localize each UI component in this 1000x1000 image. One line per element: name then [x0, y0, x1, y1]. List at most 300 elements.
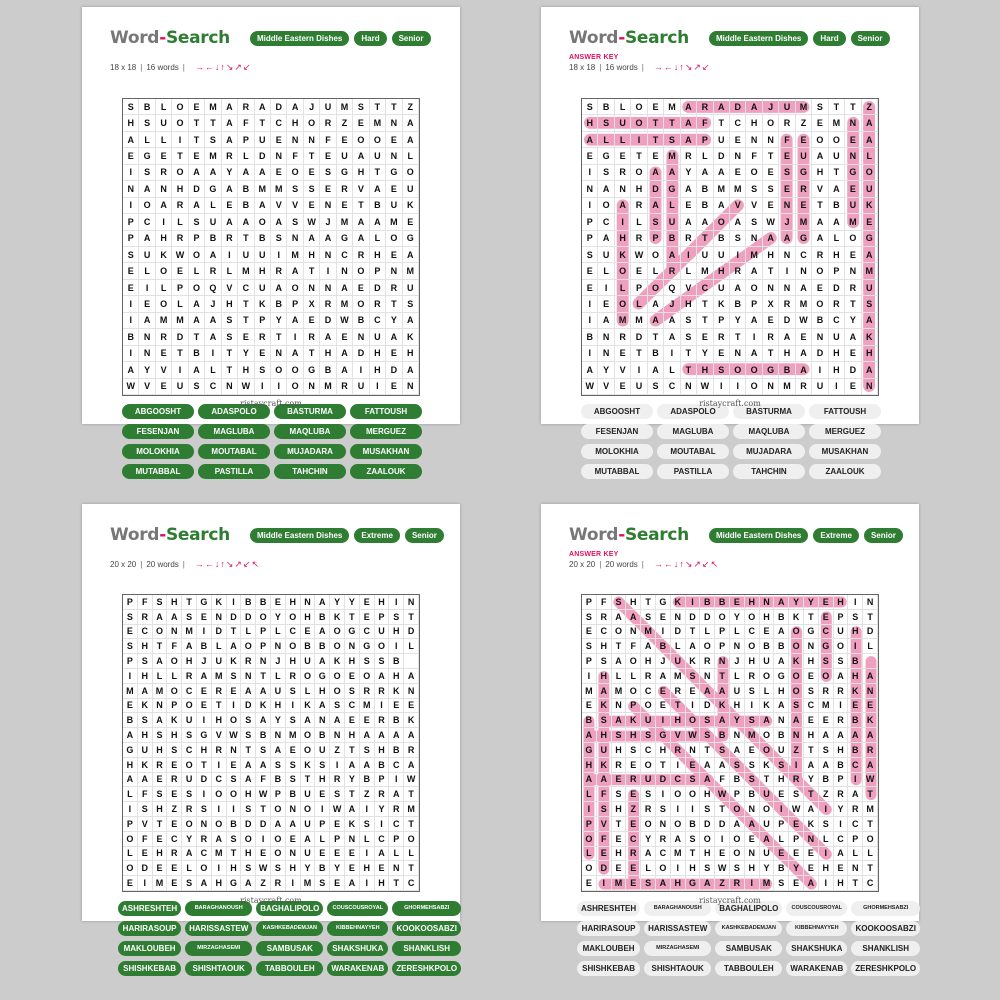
grid-cell: P — [256, 639, 271, 654]
word-chip: KASHKEBADEMJAN — [256, 921, 323, 936]
grid-cell: P — [330, 832, 345, 847]
grid-cell: I — [353, 362, 369, 378]
grid-cell: N — [389, 861, 404, 876]
grid-cell: Y — [804, 595, 819, 610]
grid-cell: L — [404, 847, 419, 862]
grid-cell: D — [671, 625, 686, 640]
grid-cell: O — [241, 832, 256, 847]
grid-cell: I — [746, 329, 762, 345]
grid-cell: M — [337, 214, 353, 230]
grid-cell: A — [700, 758, 715, 773]
grid-cell: H — [345, 728, 360, 743]
grid-cell: I — [671, 802, 686, 817]
grid-cell: L — [582, 787, 597, 802]
grid-cell: O — [189, 280, 205, 296]
grid-cell: E — [763, 313, 779, 329]
grid-cell: U — [337, 148, 353, 164]
grid-cell: K — [212, 595, 227, 610]
grid-cell: I — [582, 165, 598, 181]
grid-cell: Q — [664, 280, 680, 296]
grid-cell: T — [686, 625, 701, 640]
grid-cell: I — [138, 876, 153, 891]
grid-cell: M — [123, 684, 138, 699]
grid-cell: A — [153, 610, 168, 625]
grid-cell: I — [848, 773, 863, 788]
grid-cell: R — [641, 669, 656, 684]
grid-cell: I — [330, 758, 345, 773]
grid-cell: O — [746, 362, 762, 378]
grid-cell: U — [697, 247, 713, 263]
grid-cell: H — [138, 639, 153, 654]
grid-cell: B — [123, 329, 139, 345]
grid-cell: H — [238, 362, 254, 378]
grid-cell: S — [139, 165, 155, 181]
grid-cell: O — [700, 639, 715, 654]
grid-cell: O — [648, 280, 664, 296]
grid-cell: U — [271, 684, 286, 699]
grid-cell: P — [123, 654, 138, 669]
grid-cell: A — [612, 713, 627, 728]
grid-cell: M — [582, 684, 597, 699]
grid-cell: A — [337, 346, 353, 362]
grid-cell: T — [353, 198, 369, 214]
grid-cell: N — [626, 625, 641, 640]
grid-cell: U — [714, 280, 730, 296]
grid-cell: E — [255, 346, 271, 362]
grid-cell: M — [760, 876, 775, 891]
grid-cell: R — [615, 329, 631, 345]
grid-cell: B — [848, 713, 863, 728]
grid-cell: V — [271, 198, 287, 214]
grid-cell: E — [760, 625, 775, 640]
grid-cell: A — [153, 654, 168, 669]
word-chip: FESENJAN — [122, 424, 194, 439]
grid-cell: I — [656, 787, 671, 802]
grid-cell: Y — [760, 861, 775, 876]
grid-cell: H — [686, 861, 701, 876]
grid-cell: E — [848, 699, 863, 714]
grid-cell: O — [746, 379, 762, 395]
grid-cell: N — [271, 728, 286, 743]
grid-cell: F — [256, 773, 271, 788]
grid-cell: N — [286, 802, 301, 817]
grid-cell: U — [212, 654, 227, 669]
grid-cell: C — [848, 817, 863, 832]
grid-cell: M — [182, 625, 197, 640]
grid-cell: S — [804, 684, 819, 699]
grid-cell: K — [404, 713, 419, 728]
grid-cell: B — [697, 198, 713, 214]
grid-cell: O — [304, 115, 320, 131]
grid-cell: A — [123, 773, 138, 788]
grid-cell: O — [760, 743, 775, 758]
grid-cell: C — [671, 773, 686, 788]
grid-cell: Z — [256, 876, 271, 891]
grid-cell: F — [167, 639, 182, 654]
grid-cell: O — [715, 610, 730, 625]
grid-cell: E — [804, 713, 819, 728]
grid-cell: P — [774, 817, 789, 832]
grid-cell: B — [760, 639, 775, 654]
grid-cell: S — [789, 787, 804, 802]
grid-cell: N — [156, 181, 172, 197]
grid-cell: D — [700, 610, 715, 625]
grid-cell: A — [238, 165, 254, 181]
word-bank — [581, 404, 881, 479]
grid-cell: H — [763, 247, 779, 263]
grid-cell: E — [626, 876, 641, 891]
grid-cell: M — [370, 115, 386, 131]
grid-cell: E — [304, 165, 320, 181]
grid-cell: C — [337, 247, 353, 263]
word-bank — [577, 901, 917, 976]
grid-cell: V — [615, 362, 631, 378]
grid-cell: A — [256, 758, 271, 773]
grid-cell: E — [648, 148, 664, 164]
word-chip: SAMBUSAK — [256, 941, 323, 956]
grid-cell: W — [330, 802, 345, 817]
grid-cell: N — [386, 115, 402, 131]
word-chip: ABGOOSHT — [122, 404, 194, 419]
grid-cell: H — [779, 346, 795, 362]
grid-cell: S — [360, 743, 375, 758]
grid-cell: L — [123, 787, 138, 802]
grid-cell: G — [656, 728, 671, 743]
grid-cell: T — [197, 758, 212, 773]
grid-cell: S — [123, 639, 138, 654]
grid-cell: S — [745, 684, 760, 699]
grid-cell: E — [238, 329, 254, 345]
grid-cell: A — [714, 165, 730, 181]
grid-cell: S — [271, 861, 286, 876]
grid-cell: B — [664, 231, 680, 247]
grid-cell: A — [848, 728, 863, 743]
grid-cell: N — [746, 231, 762, 247]
grid-cell: I — [222, 247, 238, 263]
grid-cell: E — [582, 625, 597, 640]
grid-cell: R — [700, 654, 715, 669]
grid-cell: S — [715, 743, 730, 758]
grid-cell: J — [656, 654, 671, 669]
grid-cell: L — [167, 669, 182, 684]
grid-cell: B — [700, 595, 715, 610]
grid-cell: B — [774, 861, 789, 876]
grid-cell: K — [345, 817, 360, 832]
grid-cell: M — [404, 802, 419, 817]
grid-cell: O — [745, 639, 760, 654]
word-chip: MERGUEZ — [350, 424, 422, 439]
grid-cell: P — [730, 787, 745, 802]
grid-cell: I — [582, 346, 598, 362]
grid-cell: A — [330, 713, 345, 728]
grid-cell: A — [315, 625, 330, 640]
grid-cell: R — [375, 787, 390, 802]
grid-cell: T — [804, 743, 819, 758]
grid-cell: E — [626, 758, 641, 773]
grid-cell: A — [205, 313, 221, 329]
grid-cell: Y — [730, 713, 745, 728]
word-count: 20 words — [605, 560, 638, 569]
grid-cell: I — [819, 847, 834, 862]
grid-cell: S — [582, 639, 597, 654]
grid-cell: A — [205, 165, 221, 181]
grid-cell: A — [834, 669, 849, 684]
grid-cell: G — [796, 165, 812, 181]
grid-cell: L — [271, 669, 286, 684]
grid-cell: D — [730, 99, 746, 115]
grid-cell: A — [796, 280, 812, 296]
grid-cell: U — [353, 379, 369, 395]
grid-cell: E — [172, 263, 188, 279]
grid-cell: C — [139, 214, 155, 230]
grid-cell: A — [222, 132, 238, 148]
grid-cell: O — [301, 802, 316, 817]
word-chip: SHISHKEBAB — [577, 961, 640, 976]
grid-cell: M — [238, 263, 254, 279]
grid-cell: O — [156, 296, 172, 312]
grid-cell: S — [241, 728, 256, 743]
grid-cell: J — [197, 654, 212, 669]
grid-cell: O — [863, 832, 878, 847]
grid-cell: N — [715, 654, 730, 669]
grid-cell: K — [403, 329, 419, 345]
grid-cell: S — [227, 669, 242, 684]
grid-cell: T — [227, 847, 242, 862]
word-chip: KOOKOOSABZI — [851, 921, 920, 936]
grid-cell: S — [138, 654, 153, 669]
grid-cell: N — [320, 280, 336, 296]
grid-cell: B — [139, 99, 155, 115]
grid-cell: R — [197, 832, 212, 847]
grid-cell: A — [337, 362, 353, 378]
grid-cell: A — [403, 362, 419, 378]
grid-cell: P — [631, 280, 647, 296]
grid-cell: U — [238, 247, 254, 263]
grid-cell: I — [212, 758, 227, 773]
grid-cell: K — [330, 654, 345, 669]
grid-cell: M — [745, 728, 760, 743]
word-chip: ADASPOLO — [657, 404, 729, 419]
grid-cell: F — [597, 832, 612, 847]
word-chip: MUJADARA — [274, 444, 346, 459]
grid-cell: R — [167, 847, 182, 862]
grid-cell: L — [863, 639, 878, 654]
grid-cell: A — [222, 99, 238, 115]
grid-cell: U — [255, 247, 271, 263]
grid-cell: I — [172, 132, 188, 148]
grid-cell: O — [789, 625, 804, 640]
grid-cell: C — [796, 247, 812, 263]
grid-cell: K — [597, 699, 612, 714]
grid-info: 18 x 18 | 16 words | →←↓↑↘↗↙ — [569, 62, 711, 72]
grid-cell: I — [287, 329, 303, 345]
grid-cell: B — [389, 654, 404, 669]
grid-cell: H — [222, 296, 238, 312]
grid-cell: A — [681, 181, 697, 197]
grid-cell: L — [700, 625, 715, 640]
grid-size: 18 x 18 — [110, 63, 137, 72]
grid-cell: A — [241, 684, 256, 699]
grid-cell: N — [286, 847, 301, 862]
grid-cell: O — [626, 684, 641, 699]
grid-cell: A — [597, 773, 612, 788]
grid-cell: I — [123, 346, 139, 362]
grid-cell: L — [153, 669, 168, 684]
grid-cell: H — [389, 669, 404, 684]
grid-cell: H — [301, 610, 316, 625]
grid-cell: X — [763, 296, 779, 312]
grid-cell: N — [746, 132, 762, 148]
grid-cell: I — [834, 699, 849, 714]
grid-cell: S — [686, 832, 701, 847]
grid-cell: M — [845, 214, 861, 230]
grid-cell: I — [271, 379, 287, 395]
grid-cell: S — [779, 165, 795, 181]
grid-cell: P — [255, 313, 271, 329]
word-chip: SHISHKEBAB — [118, 961, 181, 976]
grid-cell: P — [582, 817, 597, 832]
grid-cell: K — [301, 699, 316, 714]
word-chip: MUTABBAL — [581, 464, 653, 479]
grid-cell: O — [862, 165, 878, 181]
grid-cell: C — [271, 115, 287, 131]
grid-cell: E — [615, 148, 631, 164]
grid-cell: S — [389, 610, 404, 625]
grid-cell: I — [686, 699, 701, 714]
grid-cell: Y — [182, 832, 197, 847]
grid-cell: S — [256, 743, 271, 758]
grid-cell: L — [172, 214, 188, 230]
word-chip: COUSCOUSROYAL — [327, 901, 388, 916]
grid-cell: O — [714, 214, 730, 230]
grid-cell: C — [804, 699, 819, 714]
grid-cell: T — [222, 346, 238, 362]
grid-cell: C — [375, 832, 390, 847]
grid-cell: H — [848, 669, 863, 684]
word-chip: GHORMEHSABZI — [392, 901, 461, 916]
grid-cell: S — [189, 379, 205, 395]
grid-cell: S — [763, 181, 779, 197]
grid-cell: B — [848, 743, 863, 758]
grid-cell: O — [172, 99, 188, 115]
grid-cell: A — [648, 198, 664, 214]
grid-cell: L — [582, 847, 597, 862]
grid-cell: U — [631, 379, 647, 395]
grid-cell: V — [730, 198, 746, 214]
grid-cell: H — [582, 115, 598, 131]
grid-cell: G — [598, 148, 614, 164]
grid-cell: P — [746, 296, 762, 312]
grid-cell: U — [714, 247, 730, 263]
grid-cell: E — [123, 699, 138, 714]
word-chip: ZAALOUK — [350, 464, 422, 479]
grid-cell: U — [156, 115, 172, 131]
grid-cell: H — [138, 669, 153, 684]
grid-cell: A — [863, 728, 878, 743]
grid-cell: E — [714, 346, 730, 362]
grid-cell: U — [205, 214, 221, 230]
grid-cell: A — [730, 280, 746, 296]
grid-cell: S — [123, 610, 138, 625]
grid-cell: A — [812, 214, 828, 230]
grid-cell: A — [760, 713, 775, 728]
grid-cell: Y — [330, 595, 345, 610]
grid-cell: R — [626, 773, 641, 788]
grid-size: 20 x 20 — [569, 560, 596, 569]
grid-cell: O — [631, 165, 647, 181]
grid-cell: C — [745, 625, 760, 640]
grid-cell: R — [271, 876, 286, 891]
grid-cell: H — [597, 669, 612, 684]
grid-cell: D — [715, 817, 730, 832]
grid-cell: G — [205, 181, 221, 197]
grid-cell: O — [172, 115, 188, 131]
grid-cell: B — [123, 713, 138, 728]
grid-cell: S — [700, 728, 715, 743]
grid-cell: M — [287, 247, 303, 263]
word-chip: MUSAKHAN — [350, 444, 422, 459]
grid-cell: L — [301, 684, 316, 699]
grid-cell: C — [834, 832, 849, 847]
grid-cell: Y — [641, 832, 656, 847]
grid-cell: W — [172, 247, 188, 263]
grid-cell: L — [697, 148, 713, 164]
grid-cell: N — [139, 346, 155, 362]
grid-cell: B — [256, 595, 271, 610]
grid-cell: S — [730, 861, 745, 876]
grid-cell: L — [370, 231, 386, 247]
grid-cell: U — [779, 99, 795, 115]
grid-cell: S — [582, 610, 597, 625]
grid-cell: T — [715, 802, 730, 817]
grid-cell: S — [241, 713, 256, 728]
grid-cell: P — [582, 654, 597, 669]
grid-cell: E — [197, 684, 212, 699]
grid-cell: E — [138, 847, 153, 862]
grid-cell: O — [615, 296, 631, 312]
grid-cell: A — [862, 247, 878, 263]
grid-cell: S — [123, 99, 139, 115]
grid-cell: L — [612, 669, 627, 684]
grid-cell: R — [681, 231, 697, 247]
grid-cell: O — [789, 684, 804, 699]
grid-cell: M — [746, 247, 762, 263]
grid-cell: S — [153, 595, 168, 610]
grid-cell: N — [863, 684, 878, 699]
grid-cell: H — [681, 296, 697, 312]
grid-cell: B — [774, 728, 789, 743]
grid-cell: L — [730, 625, 745, 640]
grid-cell: E — [337, 132, 353, 148]
grid-cell: T — [760, 773, 775, 788]
grid-cell: R — [834, 684, 849, 699]
grid-cell: E — [286, 743, 301, 758]
grid-cell: W — [238, 379, 254, 395]
grid-cell: A — [315, 595, 330, 610]
grid-cell: R — [320, 296, 336, 312]
grid-cell: P — [648, 231, 664, 247]
grid-cell: E — [167, 758, 182, 773]
grid-cell: I — [212, 802, 227, 817]
grid-cell: N — [167, 625, 182, 640]
grid-cell: S — [287, 214, 303, 230]
grid-cell: H — [370, 247, 386, 263]
grid-cell: N — [763, 132, 779, 148]
grid-cell: N — [745, 802, 760, 817]
grid-cell: A — [656, 669, 671, 684]
grid-cell: A — [337, 280, 353, 296]
grid-cell: L — [863, 847, 878, 862]
